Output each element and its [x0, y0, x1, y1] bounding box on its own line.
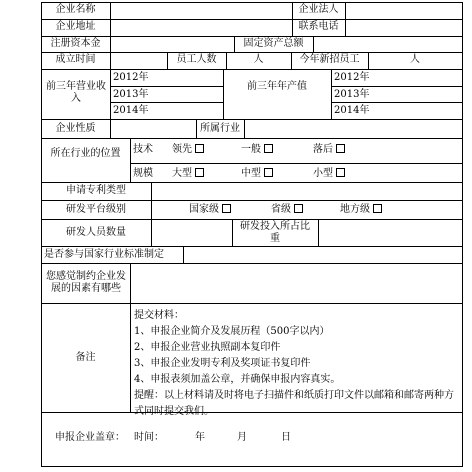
rd-level-local[interactable]: 地方级 [340, 204, 382, 216]
rd-staff-label: 研发人员数量 [66, 227, 126, 238]
revenue-year-2014: 2014年 [113, 105, 149, 116]
rd-ratio-label: 研发投入所占比重 [240, 221, 310, 244]
checkbox-icon [336, 168, 345, 177]
patent-type-label: 申请专利类型 [66, 185, 126, 196]
checkbox-icon [294, 204, 303, 213]
materials-item: 2、申报企业营业执照副本复印件 [134, 342, 281, 353]
materials-item: 1、申报企业简介及发展历程（500字以内） [134, 326, 330, 337]
new-staff-label: 今年新招员工 [299, 54, 360, 65]
materials-notes [134, 308, 454, 420]
revenue-label: 前三年营业收入 [46, 81, 106, 104]
checkbox-icon [336, 144, 345, 153]
phone-label: 联系电话 [298, 21, 339, 32]
reminder-text: 提醒：以上材料请及时将电子扫描件和纸质打印文件以邮箱和邮寄两种方式同时提交我们。 [134, 390, 454, 417]
industry-label: 所属行业 [200, 123, 240, 134]
reg-capital-label: 注册资本金 [50, 38, 101, 49]
tech-label: 技术 [133, 144, 153, 155]
checkbox-icon [222, 204, 231, 213]
checkbox-icon [195, 168, 204, 177]
scale-option-medium[interactable]: 中型 [241, 168, 273, 180]
output-year-2013: 2013年 [334, 89, 370, 100]
output-year-2014: 2014年 [334, 105, 370, 116]
company-name-label: 企业名称 [55, 4, 96, 15]
checkbox-icon [373, 204, 382, 213]
address-label: 企业地址 [55, 21, 96, 32]
scale-option-small[interactable]: 小型 [313, 168, 345, 180]
time-label: 时间： [134, 432, 164, 443]
nature-label: 企业性质 [55, 123, 96, 134]
scale-label: 规模 [133, 168, 153, 179]
position-label: 所在行业的位置 [50, 148, 121, 159]
materials-title: 提交材料： [134, 310, 184, 321]
tech-option-average[interactable]: 一般 [241, 144, 273, 156]
materials-item: 4、申报表须加盖公章，并确保申报内容真实。 [134, 374, 341, 385]
rd-level-national[interactable]: 国家级 [189, 204, 231, 216]
legal-person-label: 企业法人 [298, 4, 339, 15]
year-label: 年 [195, 432, 205, 443]
month-label: 月 [237, 432, 247, 443]
staff-count-label: 员工人数 [176, 54, 217, 65]
day-label: 日 [281, 432, 291, 443]
seal-label: 申报企业盖章： [55, 432, 125, 443]
output-year-2012: 2012年 [334, 72, 370, 83]
rd-level-provincial[interactable]: 省级 [271, 204, 303, 216]
materials-item: 3、申报企业发明专利及奖项证书复印件 [134, 358, 311, 369]
new-staff-unit-label: 人 [410, 54, 420, 65]
output-label: 前三年年产值 [247, 81, 307, 92]
revenue-year-2013: 2013年 [113, 89, 149, 100]
checkbox-icon [264, 144, 273, 153]
staff-unit-label: 人 [253, 54, 264, 65]
factors-label: 您感觉制约企业发展的因素有哪些 [46, 271, 126, 294]
revenue-year-2012: 2012年 [113, 72, 149, 83]
checkbox-icon [195, 144, 204, 153]
rd-level-label: 研发平台级别 [66, 204, 126, 215]
tech-option-lagging[interactable]: 落后 [313, 144, 345, 156]
founded-label: 成立时间 [55, 54, 96, 65]
checkbox-icon [264, 168, 273, 177]
remarks-label: 备注 [75, 352, 96, 363]
scale-option-large[interactable]: 大型 [172, 168, 204, 180]
fixed-assets-label: 固定资产总额 [243, 38, 304, 49]
tech-option-leading[interactable]: 领先 [172, 144, 204, 156]
standard-label: 是否参与国家行业标准制定 [44, 249, 164, 260]
